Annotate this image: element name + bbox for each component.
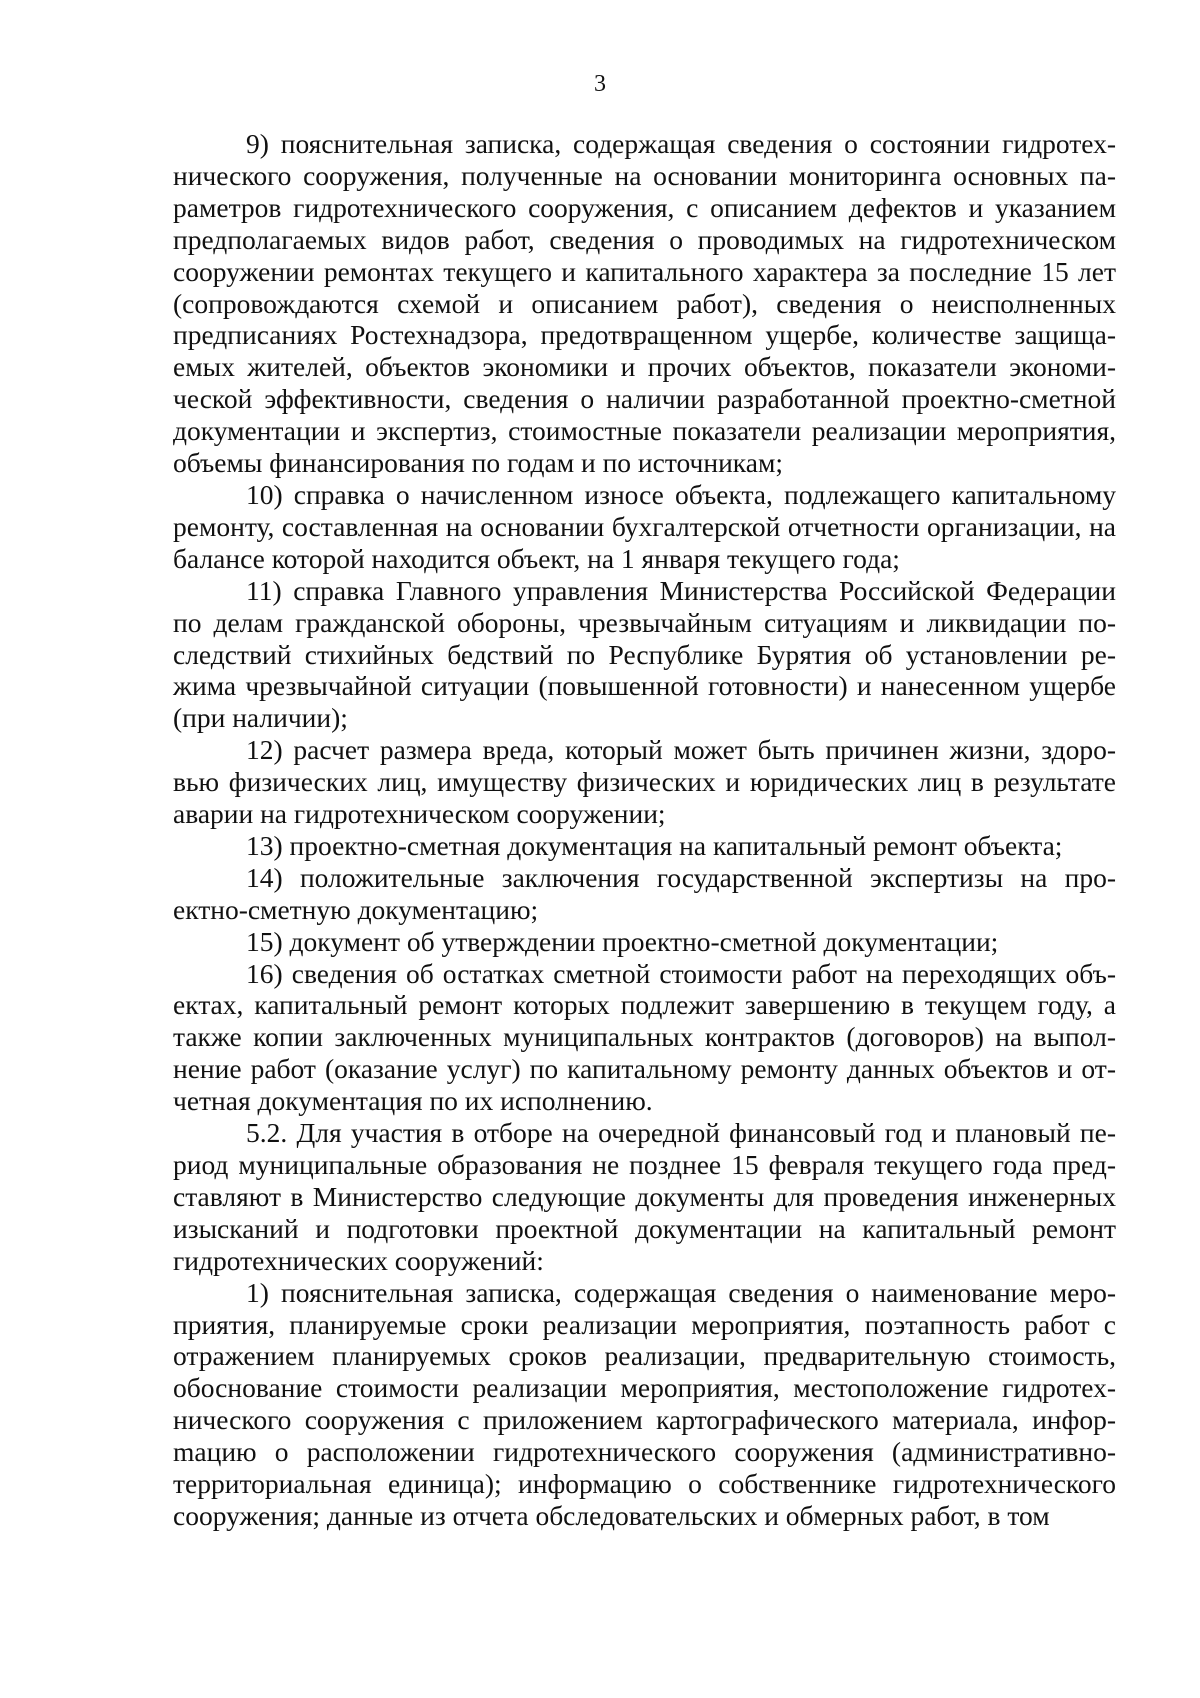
paragraph-item-15: 15) документ об утверждении проектно-сметной документации; xyxy=(246,925,999,957)
paragraph-section-5-2: 5.2. Для участия в отборе на очередной финансовый год и плановый период муниципальные образования не позднее 15 февраля текущего года представляют в Министерство следующие документы для проведения инженерных изысканий и подготовки проектной документации на капитальный ремонт гидротехнических сооружений: xyxy=(173,1117,1116,1276)
page-number: 3 xyxy=(594,71,606,97)
paragraph-item-13: 13) проектно-сметная документация на капитальный ремонт объекта; xyxy=(246,829,1063,861)
paragraph-item-14: 14) положительные заключения государственной экспертизы на проектно-сметную документацию; xyxy=(173,861,1116,925)
document-body xyxy=(173,128,1116,1532)
paragraph-item-10: 10) справка о начисленном износе объекта, подлежащего капитальному ремонту, составленная на основании бухгалтерской отчетности организации, на балансе которой находится объект, на 1 января текущего года; xyxy=(173,478,1116,574)
paragraph-item-11: 11) справка Главного управления Министерства Российской Федерации по делам гражданской обороны, чрезвычайным ситуациям и ликвидации последствий стихийных бедствий по Республике Бурятия об установлении режима чрезвычайной ситуации (повышенной готовности) и нанесенном ущербе (при наличии); xyxy=(173,574,1116,734)
paragraph-item-1: 1) пояснительная записка, содержащая сведения о наименование мероприятия, планируемые сроки реализации мероприятия, поэтапность работ с отражением планируемых сроков реализации, предварительную стоимость, обоснование стоимости реализации мероприятия, местоположение гидротехнического сооружения с приложением картографического материала, инфорmацию о расположении гидротехнического сооружения (административно-территориальная единица); информацию о собственнике гидротехнического сооружения; данные из отчета обследовательских и обмерных работ, в том xyxy=(173,1276,1116,1531)
paragraph-item-16: 16) сведения об остатках сметной стоимости работ на переходящих объектах, капитальный ремонт которых подлежит завершению в текущем году, а также копии заключенных муниципальных контрактов (договоров) на выполнение работ (оказание услуг) по капитальному ремонту данных объектов и отчетная документация по их исполнению. xyxy=(173,957,1116,1117)
paragraph-item-12: 12) расчет размера вреда, который может быть причинен жизни, здоровью физических лиц, имуществу физических и юридических лиц в результате аварии на гидротехническом сооружении; xyxy=(173,734,1116,830)
paragraph-item-9: 9) пояснительная записка, содержащая сведения о состоянии гидротехнического сооружения, полученные на основании мониторинга основных параметров гидротехнического сооружения, с описанием дефектов и указанием предполагаемых видов работ, сведения о проводимых на гидротехническом сооружении ремонтах текущего и капитального характера за последние 15 лет (сопровождаются схемой и описанием работ), сведения о неисполненных предписаниях Ростехнадзора, предотвращенном ущербе, количестве защищаемых жителей, объектов экономики и прочих объектов, показатели экономической эффективности, сведения о наличии разработанной проектно-сметной документации и экспертиз, стоимостные показатели реализации мероприятия, объемы финансирования по годам и по источникам; xyxy=(173,128,1116,479)
